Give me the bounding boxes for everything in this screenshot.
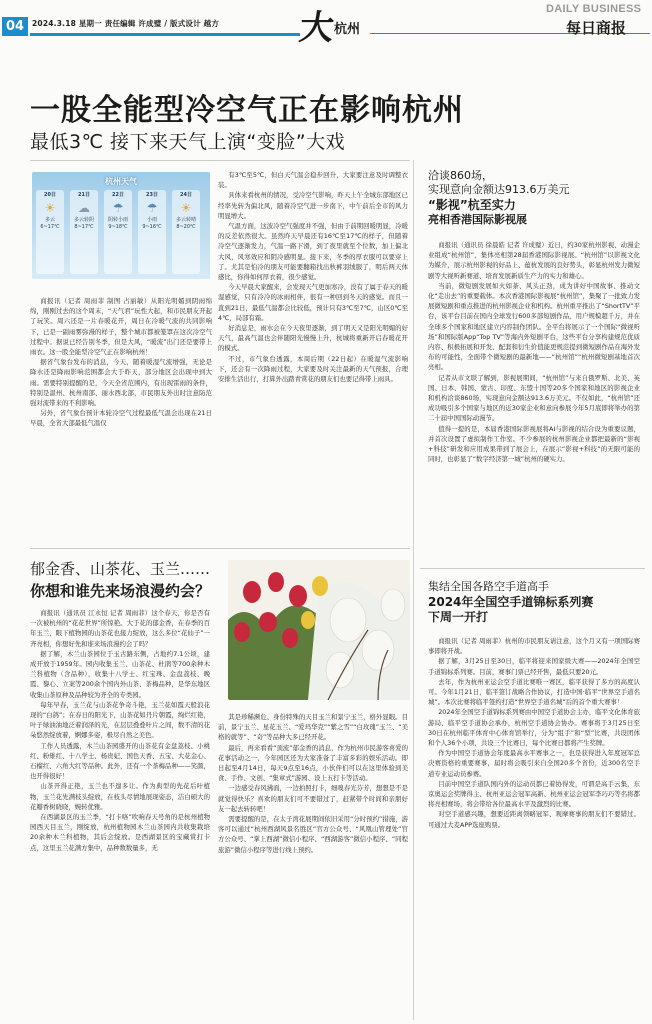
article-kicker: 集结全国各路空手道高手	[428, 580, 549, 593]
paragraph: 目前中国空手道队国内外的运动员都已着协得发，可谓是高手云集，东京奥运会奖牌得主、杭州亚运会冠军高新、杭州亚运会冠军李巧巧等名将都将亮相赛场，将会带给各位最高水平及激烈的比赛。	[428, 779, 640, 809]
section-logo: 大	[296, 8, 337, 48]
weather-day-label: 22日	[112, 192, 124, 198]
weather-day	[36, 190, 64, 274]
paragraph: 其是珍稀濒危、身份特殊的天目玉兰和景宁玉兰，格外显眼。目前，景宁玉兰、星花玉兰、“爱玛华克”“紫之雪”“白玫瑰”玉兰、“美格的就等”、“奇”等品种大多已经开花。	[218, 713, 408, 742]
paragraph: 作为中国空手道协会年度最高水平赛事之一，也是获得进入年度冠军总决赛资格的重要赛事，届时将会吸引来自全国20多个省份，近300名空手道专业运动员参赛。	[428, 749, 640, 778]
weather-day	[70, 190, 98, 274]
rain-icon: ☂	[112, 201, 124, 215]
paragraph: 山茶开得正艳，玉兰也不遑多让。作为典型的先花后叶植物，玉兰花先满枝头绽放，在枝头尽情地展现姿态，洁白硕大的花瓣香树晓晓，婉转优雅。	[30, 782, 210, 811]
paragraph: 好消息是，雨水会在今天夜里逐渐，到了明天又是阳光明媚的好天气，最高气温也会伴随阳光慢慢上升，杭城将重新开启春暖花开的模式。	[218, 324, 408, 353]
weather-forecast-graphic	[32, 172, 210, 279]
sun-icon: ☀	[44, 201, 56, 215]
article-kicker: 洽谈860场，	[428, 169, 493, 182]
article-title: 2024年全国空手道锦标系列赛	[428, 595, 594, 609]
brand-english: DAILY BUSINESS	[546, 3, 642, 15]
weather-day-label: 24日	[180, 192, 192, 198]
weather-day-label: 21日	[78, 192, 90, 198]
divider	[30, 548, 410, 549]
paragraph: 在西湖景区的玉兰季，“打卡咯”吹响春天号角的是杭州植物园西天目玉兰，刚绽放，杭州植物园木兰山茶园内共收集栽培20余种木兰科植物，其后会绽放。是西湖景区的宝藏赏打卡点，这里玉兰花满方集中，品种数数量多，无	[30, 813, 210, 852]
weather-desc: 多云转阴	[73, 217, 94, 223]
paragraph: 值得一提的是，本届香港国际影视展将AI与影视的结合设为重要议题，并首次设置了虚拟制作工作室。不少参展的杭州影视企业都把最新的“影视+科技”研发和应用成果带到了展会上，在展示“影视+科技”的无限可能的同时，也彰显了“数字经济第一城”杭州的硬实力。	[428, 424, 640, 464]
paragraph: 另外，省气象台预计本轮冷空气过程最低气温会出现在21日早晨，全省大部最低气温仅	[30, 409, 212, 428]
weather-day-label: 23日	[146, 192, 158, 198]
paragraph: 具体来看杭州的情况，受冷空气影响，昨天上午全城东部地区已经率先转为偏北风，随着冷空气进一步南下，中午前后全市的风力明显增大。	[218, 191, 408, 220]
weather-temp: 9~18℃	[108, 224, 128, 230]
paragraph: 据了解，3月25日至30日，临平将迎来国家级大赛——2024年全国空手道锦标系列赛。目前，赛事门票已经开售，最低只要20元。	[428, 657, 640, 676]
paragraph: 记者从市文联了解到，影视展期间，“杭州馆”与来自俄罗斯、北美、英国、日本、韩国、蒙古、印度、东盟十国等20多个国家和地区的影视企业和机构洽谈860场，实现意向金额达913.6万美元。不仅如此，“杭州馆”还成功吸引多个国家与地区的近30家企业和意向参展今年5月底即将举办的第二十届中国国际动漫节。	[428, 373, 640, 423]
article-title: 亮相香港国际影视展	[428, 213, 527, 226]
section-city: 杭州	[334, 22, 361, 37]
weather-desc: 多云	[44, 217, 55, 223]
article-title: 你想和谁先来场浪漫约会？	[30, 582, 211, 600]
weather-article-col1	[30, 296, 212, 514]
page-subheadline: 最低3℃ 接下来天气上演“变脸”大戏	[30, 131, 346, 153]
sun-icon: ☀	[180, 201, 192, 215]
weather-day-label: 20日	[44, 192, 56, 198]
column-divider	[413, 160, 414, 1020]
paragraph: 需要提醒的是，在太子湾花展期间依旧采用“分时预约”措施，游客可以通过“杭州西湖风景名胜区”官方公众号、“风凰山管理处”官方公众号、“掌上西湖”微信小程序、“西湖游客”微信小程序、“同程旅游”微信小程序等进行线上预约。	[218, 815, 408, 854]
cloud-icon: ☁	[78, 201, 90, 215]
article-kicker: 郁金香、山茶花、玉兰……	[30, 560, 211, 578]
article-kicker: 实现意向金额达913.6万美元	[428, 183, 570, 196]
weather-temp: 8~20℃	[176, 224, 196, 230]
film-article-body	[428, 240, 640, 556]
brand-chinese: 每日商报	[566, 19, 627, 37]
paragraph: 今天早晨大家醒来，会发现天气更加寒冷，没有了属于春天的暖湿感觉，只有冷冷的冰雨相伴，很有一种回到冬天的感觉。而且一直到21日，最低气温都会比较低，预计只有3℃至7℃，山区0℃至4℃，局部有霜。	[218, 283, 408, 322]
header-meta: 2024.3.18 星期一 责任编辑 许成璧 / 版式设计 越方	[32, 19, 220, 28]
rain-icon: ☂	[146, 201, 158, 215]
weather-title: 杭州天气	[105, 177, 137, 186]
weather-day	[138, 190, 166, 274]
tulip-and-magnolia-photo	[228, 560, 410, 700]
paragraph: 一边感受春风拂面，一边拍照打卡，细嗅春光芬芳，想想是不是就觉得快乐？喜欢的朋友们可不要错过了，赶紧带个时间和亲朋好友一起去转转吧！	[218, 784, 408, 813]
page-headline: 一股全能型冷空气正在影响杭州	[30, 93, 464, 128]
weather-desc: 阴转小雨	[107, 217, 128, 223]
paragraph: 不过，市气象台透露，本周后期（22日起）在暖湿气流影响下，还会有一次降雨过程，大家要及时关注最新的天气预报，合理安排生活出行，打算外出踏青赏花的朋友们也要记得带上雨具。	[218, 354, 408, 384]
karate-article-body	[428, 636, 640, 1020]
weather-desc: 多云转晴	[175, 217, 196, 223]
weather-temp: 8~17℃	[74, 224, 94, 230]
paragraph: 工作人员透露，木兰山茶园盛开的山茶花有金盘荔枝、小桃红、粉雉红、十八学士、杨贵妃、国色天香、五宝、大花金心、石榴红、六角大红等品种。此外，还有一个茶梅品种——笑颜，也开得很好！	[30, 741, 210, 781]
paragraph: 商报讯（通讯员 江永恒 记者 周雨菲）这个春天，你是否有一次被杭州的“花花世界”所惊艳。大于花的郁金香，在春季的百年玉兰，眼下植物园的山茶花也接力绽放，这么多位“花仙子”一齐亮相，你想好先和谁来场浪漫约会了吗？	[30, 609, 210, 648]
paragraph: 据省气象台发布的消息，今天，随着暖湿气流增强，无论是降水还是降雨影响范围都会大于昨天，部分地区会出现中到大雨。需要特别提醒的是，今天全省范围内，有出现雷雨的条件，特别是温州、杭州南部、丽水西北部，市民朋友外出时注意防范强对流带来的不利影响。	[30, 358, 212, 408]
weather-temp: 9~16℃	[142, 224, 162, 230]
paragraph: 据了解，木兰山茶园位于玉古路东侧，占地约7.1公顷，建成开放于1959年。园内收集玉兰、山茶花、杜鹃等700余种木兰科植物（含品种），收集十八学士、红宝珠、金盘荔枝、晚霞、黎心、立案等200余个国内外山茶、茶梅品种，是华东地区收集山茶原种及品种较为齐全的专类园。	[30, 649, 210, 699]
paragraph: 每年早春，玉兰花与山茶花争奇斗艳，玉兰花如霞天般浪花现的“白鸽”；在春日的阳光下，山茶花如丹片朝霞，绚烂红艳，叶子绿油油地泛着润泽的光，在层层叠叠叶片之间，数不清的花朵悠然绽放着，婀娜多姿，极尽自然之美色。	[30, 700, 210, 740]
paragraph: 当前，微短剧发展如火如荼、风头正劲，成为讲好中国故事、推动文化“走出去”的重要载体。本次香港国际影视展“杭州馆”，集聚了一批致力发展微短剧和重点推进的杭州影视企业和机构。杭州重平推出了“ShortTV”平台，该平台目前在国内全球发行600多部短剧作品，用户规模超千万，并在全球多个国家和地区建立内容制作团队。全平台将展示了一个国际“微视听场”和国际版App“Top TV”等海内外短剧平台，这些平台分享构建规范优质内容、积极拓展和开发、配套和衍生价值能更规范提到微短剧作品在海外发布的可能性，全面带个微短剧的最新地——“杭州馆”“杭州微短剧基地首次亮相。	[428, 281, 640, 372]
flower-photo	[228, 560, 410, 700]
weather-temp: 6~17℃	[40, 224, 60, 230]
paragraph: 商报讯（记者 周雨菲）杭州的市民朋友请注意，这个月又有一项国际赛事即将开战。	[428, 637, 640, 656]
flower-article-col1	[30, 608, 210, 1020]
flower-article-col2	[218, 712, 408, 1020]
paragraph: 2024年全国空手道锦标系列赛由中国空手道协会主办，临平文化体育旅游局、临平空手道协会承办，杭州空手道协会协办。赛事将于3月25日至30日在杭州临平体育中心体育馆举行，分为“组手”和“型”比赛，共设团体和个人36个小项，共设三个比赛日，每个比赛日都将产生奖牌。	[428, 708, 640, 748]
divider	[420, 568, 645, 569]
paragraph: 去年，作为杭州亚运会空手道比赛唯一赛区，临平获得了多方的高度认可。今年1月21日，临平签订战略合作协议，打造中国·临平“世界空手道名城”。本次比赛将临平签约打造“世界空手道名城”后的首个重大赛事！	[428, 677, 640, 707]
divider	[30, 160, 410, 161]
paragraph: 有3℃至5℃，但白天气温会稳步回升，大家要注意及时调整衣装。	[218, 171, 408, 190]
page-number: 04	[2, 17, 28, 36]
paragraph: 商报讯（记者 周雨菲 制图 占丽敏）从阳光明媚到阴雨绵绵，刚刚过去的这个周末，“天气君”玩性大起，和市民朋友开起了玩笑。周六还是一片春暖花开，周日在冷暖气流的共同影响下，已是一副雨雾弥漫的样子，整个城市都被笼罩在这次冷空气过程中。据说已经告别冬季，但是大风，“暖流”出门还是要带上雨衣。这一股全能型冷空气正在影响杭州！	[30, 297, 212, 357]
paragraph: 气温方面，这波冷空气强度并不强，但由于前期回暖明显，冷暖的反差依然很大。虽然昨天早晨还有16℃至17℃的样子，但随着冷空气逐渐发力，气温一路下滑，到了夜里就至个位数，加上偏北大风，风寒效应和阴冷感明显。接下来，冬季的厚衣服可以要穿上了。尤其是怕冷的朋友可能要翻箱找出秋裤羽绒服了，明后两天体感比，你得如何厚衣着，很少感觉。	[218, 222, 408, 282]
article-title: “影视”杭至实力	[428, 198, 516, 212]
weather-day	[172, 190, 200, 274]
weather-desc: 小雨	[146, 217, 157, 223]
paragraph: 商报讯（通讯员 徐晨皓 记者 许成璧）近日，约30家杭州影视、动漫企业组成“杭州馆”，集体亮相第28届香港国际影视展。“杭州馆”以影视文化为媒介，展示杭州影视的好品上、蕴杭发展的良好势头，彰显杭州发力微短剧等大视听新赛道、培育发展新质生产力的实力和雄心。	[428, 241, 640, 280]
paragraph: 对空手道感兴趣，想要近距离领略冠军、观摩赛事的朋友们不要错过。可通过大麦APP选座购票。	[428, 810, 640, 829]
weather-day	[104, 190, 132, 274]
paragraph: 最后，再来看看“顶流”郁金香的消息，作为杭州市民游客喜爱的花事活动之一，今年园区还为大家准备了丰富多彩的娱乐活动。即日起至4月14日，每天9点至16点，小伙伴们可以在这里体验到美食、手作、文创、“集章式”游园、设上五打卡等活动。	[218, 743, 408, 783]
weather-article-col2	[218, 170, 408, 514]
header-rule	[30, 33, 300, 36]
article-title: 下周一开打	[428, 610, 489, 624]
